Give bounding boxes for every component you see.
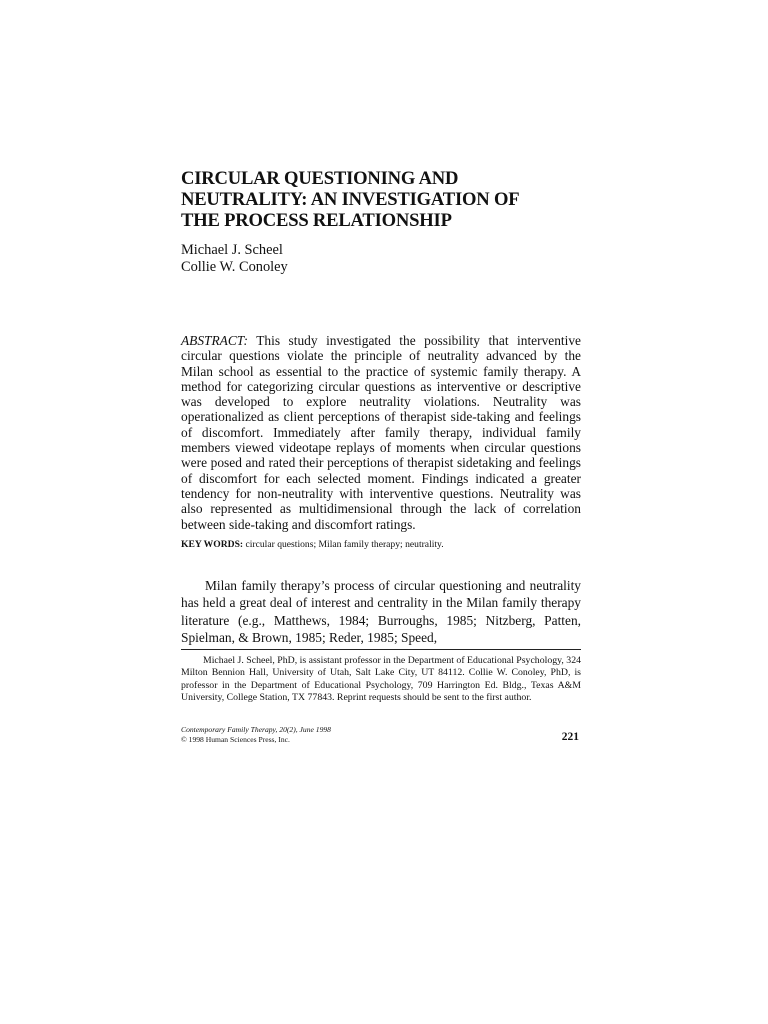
journal-citation: Contemporary Family Therapy, 20(2), June 1998 [181,725,331,734]
abstract [181,333,581,532]
page-number: 221 [561,731,579,743]
keywords-text: circular questions; Milan family therapy; neutrality. [243,539,444,550]
footnote-divider [181,649,581,650]
journal-info [181,725,331,744]
title-line: CIRCULAR QUESTIONING AND [181,168,459,189]
abstract-label: ABSTRACT: [181,333,248,348]
journal-copyright: © 1998 Human Sciences Press, Inc. [181,734,290,744]
author-footnote: Michael J. Scheel, PhD, is assistant professor in the Department of Educational Psychology, 324 Milton Bennion Hall, University of Utah, Salt Lake City, UT 84112. Collie W. Conoley, PhD, is professor in the Department of Educational Psychology, 709 Harrington Ed. Bldg., Texas A&M University, College Station, TX 77843. Reprint requests should be sent to the first author. [181,655,581,703]
keywords-label: KEY WORDS: [181,539,244,550]
body-paragraph: Milan family therapy’s process of circular questioning and neutrality has held a great deal of interest and centrality in the Milan family therapy literature (e.g., Matthews, 1984; Burroughs, 1985; Nitzberg, Patten, Spielman, & Brown, 1985; Reder, 1985; Speed, [181,578,581,646]
author-name: Collie W. Conoley [181,259,288,275]
author-list [181,242,288,276]
abstract-text: This study investigated the possibility that interventive circular questions violate the principle of neutrality advanced by the Milan school as essential to the practice of systemic family therapy. A method for categorizing circular questions as interventive or descriptive was developed to explore neutrality violations. Neutrality was operationalized as client perceptions of therapist side-taking and feelings of discomfort. Immediately after family therapy, individual family members viewed videotape replays of moments when circular questions were posed and rated their perceptions of therapist sidetaking and feelings of discomfort for each selected moment. Findings indicated a greater tendency for non-neutrality with interventive questions. Neutrality was also represented as multidimensional through the lack of correlation between side-taking and discomfort ratings. [181,333,581,532]
keywords [181,539,581,551]
article-title [181,168,581,231]
author-name: Michael J. Scheel [181,242,283,258]
title-line: NEUTRALITY: AN INVESTIGATION OF [181,189,520,210]
article-page [181,0,581,1024]
title-line: THE PROCESS RELATIONSHIP [181,210,452,231]
